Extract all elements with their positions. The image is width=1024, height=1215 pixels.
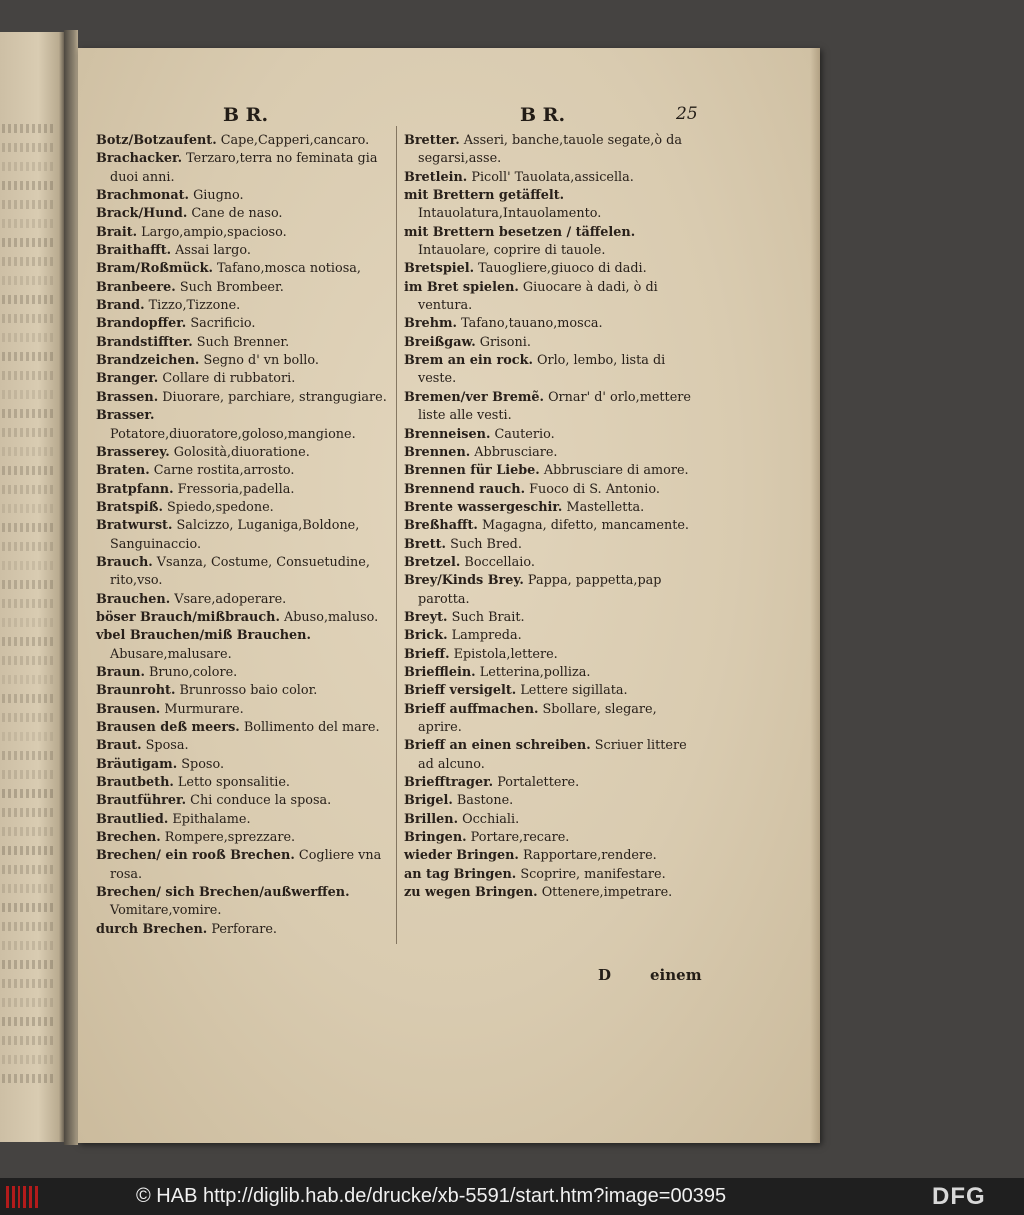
italian-translation: Ottenere,impetrare. <box>541 885 673 901</box>
german-headword: Brauch. <box>96 554 153 570</box>
italian-translation: Asseri, banche,tauole segate,ò da segarsi,asse. <box>418 133 682 167</box>
italian-translation: Fuoco di S. Antonio. <box>529 481 660 497</box>
german-headword: Brenneisen. <box>404 426 491 442</box>
italian-translation: Epistola,lettere. <box>453 646 558 662</box>
german-headword: Brieff. <box>404 646 450 662</box>
german-headword: Bringen. <box>404 830 467 846</box>
german-headword: Brack/Hund. <box>96 206 188 222</box>
italian-translation: Cape,Capperi,cancaro. <box>220 133 370 148</box>
footer-bar <box>0 1178 1024 1215</box>
dictionary-entry <box>96 829 396 847</box>
dictionary-entry <box>96 499 396 517</box>
italian-translation: Tafano,tauano,mosca. <box>461 316 603 332</box>
dictionary-entry <box>404 646 700 664</box>
german-headword: Brausen. <box>96 701 161 717</box>
dictionary-entry <box>404 426 700 444</box>
running-header <box>78 104 820 128</box>
german-headword: Brennen für Liebe. <box>404 463 540 479</box>
dictionary-entry <box>404 187 700 224</box>
right-running-head: B R. <box>520 104 566 126</box>
italian-translation: Abbrusciare. <box>474 444 558 460</box>
german-headword: Brieff an einen schreiben. <box>404 738 591 754</box>
german-headword: Brait. <box>96 224 138 240</box>
catchword: einem <box>650 966 702 984</box>
german-headword: Brieff auffmachen. <box>404 701 539 717</box>
italian-translation: Picoll' Tauolata,assicella. <box>471 169 634 185</box>
german-headword: Brassen. <box>96 389 159 405</box>
italian-translation: Carne rostita,arrosto. <box>153 463 295 479</box>
german-headword: Bretzel. <box>404 554 461 570</box>
dictionary-entry <box>96 774 396 792</box>
dictionary-entry <box>96 334 396 352</box>
italian-translation: Assai largo. <box>175 243 251 259</box>
dictionary-entry <box>404 352 700 389</box>
italian-translation: Vsare,adoperare. <box>174 591 287 607</box>
german-headword: Braut. <box>96 738 142 754</box>
dictionary-entry <box>404 224 700 261</box>
signature-mark: D <box>598 966 612 984</box>
italian-translation: Potatore,diuoratore,goloso,mangione. <box>110 426 356 442</box>
german-headword: Brandopffer. <box>96 316 187 332</box>
italian-translation: Vsanza, Costume, Consuetudine, rito,vso. <box>110 554 370 589</box>
italian-translation: Abuso,maluso. <box>284 609 379 625</box>
italian-translation: Such Bred. <box>450 536 522 552</box>
italian-translation: Ornar' d' orlo,mettere liste alle vesti. <box>418 389 691 424</box>
italian-translation: Vomitare,vomire. <box>110 903 222 919</box>
italian-translation: Boccellaio. <box>464 554 535 570</box>
italian-translation: Sacrificio. <box>190 316 256 332</box>
italian-translation: Largo,ampio,spacioso. <box>141 224 287 240</box>
german-headword: Brente wassergeschir. <box>404 499 563 515</box>
german-headword: Brem an ein rock. <box>404 353 533 369</box>
italian-translation: Scriuer littere ad alcuno. <box>418 738 687 772</box>
dictionary-entry <box>96 921 396 939</box>
italian-translation: Golosità,diuoratione. <box>173 444 310 460</box>
german-headword: Brechen/ sich Brechen/außwerffen. <box>96 885 350 901</box>
dictionary-entry <box>404 481 700 499</box>
german-headword: Briefftrager. <box>404 775 494 791</box>
dictionary-entry <box>404 572 700 609</box>
dictionary-entry <box>404 554 700 572</box>
dictionary-entry <box>404 774 700 792</box>
dictionary-entry <box>404 664 700 682</box>
italian-translation: Rapportare,rendere. <box>522 848 657 864</box>
dictionary-entry <box>404 389 700 426</box>
german-headword: Brautbeth. <box>96 775 174 791</box>
german-headword: Brandstiffter. <box>96 334 193 350</box>
italian-translation: Sbollare, slegare, aprire. <box>418 701 657 735</box>
italian-translation: Mastelletta. <box>566 499 645 515</box>
italian-translation: Abusare,malusare. <box>110 646 232 662</box>
italian-translation: Sposa. <box>145 738 189 754</box>
german-headword: Branger. <box>96 371 159 387</box>
italian-translation: Chi conduce la sposa. <box>190 793 332 809</box>
dictionary-entry <box>96 811 396 829</box>
german-headword: Brasserey. <box>96 444 170 460</box>
dictionary-entry <box>96 150 396 187</box>
german-headword: Brandzeichen. <box>96 353 200 369</box>
german-headword: mit Brettern getäffelt. <box>404 188 565 204</box>
dictionary-entry <box>404 811 700 829</box>
german-headword: im Bret spielen. <box>404 279 519 295</box>
german-headword: Braun. <box>96 664 145 680</box>
page-number: 25 <box>676 104 698 124</box>
italian-translation: Murmurare. <box>164 701 244 717</box>
german-headword: Brillen. <box>404 811 459 827</box>
dictionary-entry <box>96 517 396 554</box>
italian-translation: Intauolare, coprire di tauole. <box>418 243 606 259</box>
italian-translation: Magagna, difetto, mancamente. <box>481 518 689 534</box>
italian-translation: Abbrusciare di amore. <box>543 463 689 479</box>
italian-translation: Letterina,polliza. <box>479 664 591 680</box>
italian-translation: Bastone. <box>456 793 514 809</box>
german-headword: Breßhafft. <box>404 518 478 534</box>
book-gutter <box>64 30 78 1145</box>
german-headword: Briefflein. <box>404 664 476 680</box>
italian-translation: Portalettere. <box>497 775 580 791</box>
italian-translation: Terzaro,terra no feminata gia duoi anni. <box>110 151 378 185</box>
dictionary-entry <box>96 462 396 480</box>
german-headword: Brigel. <box>404 793 453 809</box>
italian-translation: Tizzo,Tizzone. <box>148 298 241 314</box>
german-headword: Branbeere. <box>96 279 176 295</box>
italian-translation: Tauogliere,giuoco di dadi. <box>478 261 647 277</box>
dictionary-entry <box>96 719 396 737</box>
german-headword: Bretspiel. <box>404 261 475 277</box>
italian-translation: Epithalame. <box>172 811 251 827</box>
german-headword: Brasser. <box>96 408 155 424</box>
italian-translation: Scoprire, manifestare. <box>520 866 666 882</box>
italian-translation: Giugno. <box>193 188 244 204</box>
german-headword: Brey/Kinds Brey. <box>404 573 524 589</box>
dictionary-entry <box>404 315 700 333</box>
german-headword: Brachmonat. <box>96 188 189 204</box>
german-headword: wieder Bringen. <box>404 848 519 864</box>
right-column <box>404 132 700 902</box>
column-divider <box>396 126 397 944</box>
dictionary-entry <box>96 609 396 627</box>
dictionary-entry <box>96 370 396 388</box>
german-headword: Breyt. <box>404 609 448 625</box>
dictionary-entry <box>96 407 396 444</box>
italian-translation: Portare,recare. <box>470 830 570 846</box>
german-headword: Bräutigam. <box>96 756 178 772</box>
italian-translation: Orlo, lembo, lista di veste. <box>418 353 666 387</box>
german-headword: Brett. <box>404 536 446 552</box>
italian-translation: Perforare. <box>211 921 277 937</box>
dictionary-entry <box>96 389 396 407</box>
dictionary-entry <box>96 737 396 755</box>
italian-translation: Grisoni. <box>479 334 531 350</box>
italian-translation: Cane de naso. <box>191 206 283 222</box>
italian-translation: Intauolatura,Intauolamento. <box>418 206 602 222</box>
german-headword: Brachacker. <box>96 151 183 167</box>
dictionary-entry <box>96 847 396 884</box>
dictionary-entry <box>404 829 700 847</box>
dictionary-entry <box>404 169 700 187</box>
dictionary-entry <box>404 462 700 480</box>
italian-translation: Segno d' vn bollo. <box>203 353 319 369</box>
dfg-logo: DFG <box>932 1183 986 1210</box>
dictionary-entry <box>404 444 700 462</box>
book-page <box>78 48 820 1143</box>
german-headword: Botz/Botzaufent. <box>96 133 217 148</box>
dictionary-entry <box>404 132 700 169</box>
german-headword: Brieff versigelt. <box>404 683 517 699</box>
dictionary-entry <box>404 517 700 535</box>
italian-translation: Such Brait. <box>451 609 525 625</box>
dictionary-entry <box>96 242 396 260</box>
german-headword: böser Brauch/mißbrauch. <box>96 609 280 625</box>
italian-translation: Such Brenner. <box>196 334 290 350</box>
german-headword: Bratpfann. <box>96 481 174 497</box>
dictionary-entry <box>96 756 396 774</box>
dictionary-entry <box>96 792 396 810</box>
dictionary-entry <box>96 205 396 223</box>
italian-translation: Salcizzo, Luganiga,Boldone, Sanguinaccio. <box>110 518 360 552</box>
german-headword: Brand. <box>96 298 145 314</box>
left-running-head: B R. <box>223 104 269 126</box>
dictionary-entry <box>404 792 700 810</box>
dictionary-entry <box>404 609 700 627</box>
german-headword: Brautführer. <box>96 793 187 809</box>
german-headword: Bretlein. <box>404 169 468 185</box>
dictionary-entry <box>96 682 396 700</box>
dictionary-entry <box>96 297 396 315</box>
german-headword: zu wegen Bringen. <box>404 885 538 901</box>
dictionary-entry <box>96 481 396 499</box>
dictionary-entry <box>404 701 700 738</box>
italian-translation: Sposo. <box>181 756 225 772</box>
german-headword: Bremen/ver Bremẽ. <box>404 389 544 405</box>
german-headword: mit Brettern besetzen / täffelen. <box>404 224 636 240</box>
dictionary-entry <box>96 444 396 462</box>
german-headword: Brautlied. <box>96 811 169 827</box>
german-headword: Braunroht. <box>96 683 176 699</box>
german-headword: Brechen/ ein rooß Brechen. <box>96 848 295 864</box>
italian-translation: Such Brombeer. <box>179 279 284 295</box>
dictionary-entry <box>96 884 396 921</box>
dictionary-entry <box>96 132 396 150</box>
german-headword: Breißgaw. <box>404 334 476 350</box>
italian-translation: Lampreda. <box>451 628 522 644</box>
dictionary-entry <box>96 701 396 719</box>
german-headword: Brehm. <box>404 316 457 332</box>
left-column <box>96 132 396 939</box>
dictionary-entry <box>404 737 700 774</box>
italian-translation: Lettere sigillata. <box>520 683 628 699</box>
german-headword: Brechen. <box>96 830 161 846</box>
italian-translation: Giuocare à dadi, ò di ventura. <box>418 279 658 314</box>
italian-translation: Cogliere vna rosa. <box>110 848 382 882</box>
dictionary-entry <box>404 627 700 645</box>
hab-logo-icon <box>6 1186 38 1208</box>
dictionary-entry <box>96 627 396 664</box>
dictionary-entry <box>404 884 700 902</box>
italian-translation: Bollimento del mare. <box>243 720 380 735</box>
dictionary-entry <box>96 187 396 205</box>
italian-translation: Spiedo,spedone. <box>167 499 274 515</box>
german-headword: Brick. <box>404 628 448 644</box>
footer-credit-link[interactable]: © HAB http://diglib.hab.de/drucke/xb-5591/start.htm?image=00395 <box>136 1185 727 1207</box>
italian-translation: Brunrosso baio color. <box>179 683 318 699</box>
german-headword: Brennen. <box>404 444 471 460</box>
german-headword: Braten. <box>96 463 150 479</box>
page-edge-shadow <box>810 48 820 1143</box>
dictionary-entry <box>96 664 396 682</box>
german-headword: Brennend rauch. <box>404 481 526 497</box>
dictionary-entry <box>96 315 396 333</box>
dictionary-entry <box>96 352 396 370</box>
dictionary-entry <box>404 499 700 517</box>
italian-translation: Occhiali. <box>462 811 520 827</box>
italian-translation: Fressoria,padella. <box>177 481 295 497</box>
dictionary-entry <box>404 847 700 865</box>
german-headword: vbel Brauchen/miß Brauchen. <box>96 628 311 644</box>
german-headword: Bretter. <box>404 133 460 148</box>
dictionary-entry <box>96 279 396 297</box>
italian-translation: Diuorare, parchiare, strangugiare. <box>162 389 387 405</box>
dictionary-entry <box>404 260 700 278</box>
dictionary-entry <box>96 224 396 242</box>
italian-translation: Rompere,sprezzare. <box>164 830 296 846</box>
german-headword: Bram/Roßmück. <box>96 261 213 277</box>
italian-translation: Cauterio. <box>494 426 555 442</box>
dictionary-entry <box>96 591 396 609</box>
german-headword: Braithafft. <box>96 243 172 259</box>
german-headword: an tag Bringen. <box>404 866 517 882</box>
dictionary-entry <box>404 866 700 884</box>
dictionary-entry <box>96 260 396 278</box>
dictionary-entry <box>404 334 700 352</box>
italian-translation: Bruno,colore. <box>149 664 238 680</box>
dictionary-entry <box>404 536 700 554</box>
italian-translation: Pappa, pappetta,pap parotta. <box>418 573 662 607</box>
dictionary-entry <box>96 554 396 591</box>
german-headword: durch Brechen. <box>96 921 208 937</box>
german-headword: Brausen deß meers. <box>96 720 240 735</box>
italian-translation: Collare di rubbatori. <box>162 371 296 387</box>
dictionary-entry <box>404 279 700 316</box>
italian-translation: Letto sponsalitie. <box>177 775 290 791</box>
german-headword: Brauchen. <box>96 591 171 607</box>
previous-page-edge <box>0 32 64 1142</box>
italian-translation: Tafano,mosca notiosa, <box>217 261 361 277</box>
german-headword: Bratwurst. <box>96 518 173 534</box>
dictionary-entry <box>404 682 700 700</box>
german-headword: Bratspiß. <box>96 499 163 515</box>
